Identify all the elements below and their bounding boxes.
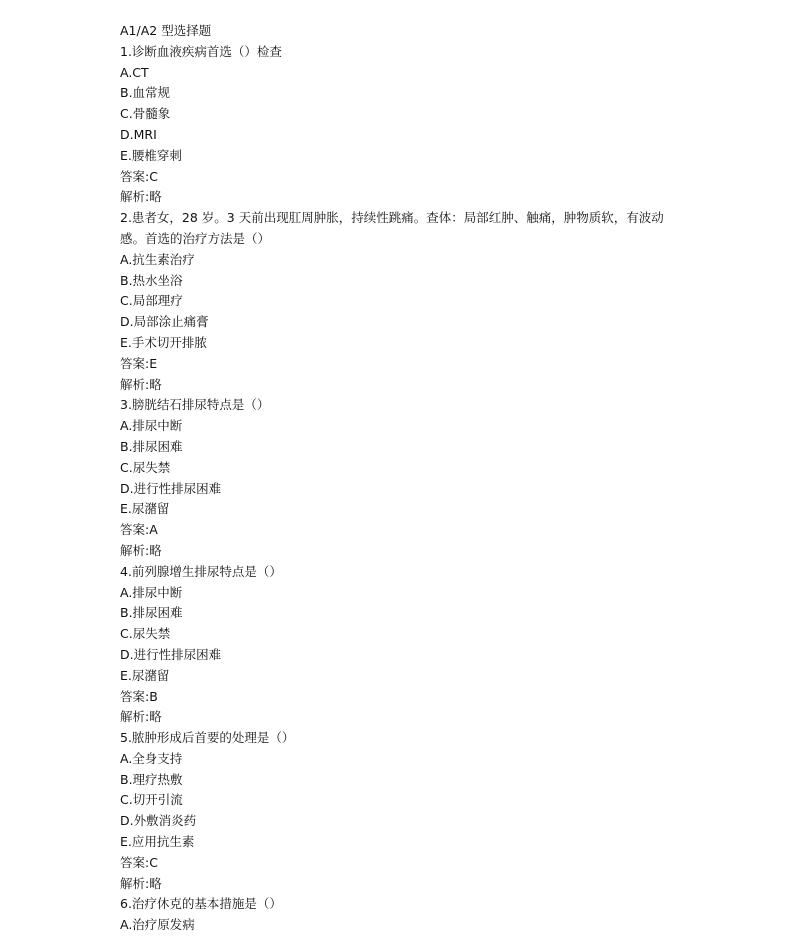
option-b: B.血常规 (120, 85, 171, 101)
question-stem: 1.诊断血液疾病首选（）检查 (120, 43, 282, 59)
option-c: C.骨髓象 (120, 106, 171, 122)
option-d: D.局部涂止痛膏 (120, 314, 209, 330)
option-e: E.应用抗生素 (120, 834, 195, 850)
question-6 (120, 894, 680, 936)
answer: 答案:C (120, 854, 158, 870)
option-d: D.进行性排尿困难 (120, 480, 222, 496)
answer: 答案:C (120, 168, 158, 184)
analysis: 解析:略 (120, 875, 162, 891)
question-stem: 3.膀胱结石排尿特点是（） (120, 397, 270, 413)
option-d: D.进行性排尿困难 (120, 646, 222, 662)
question-3 (120, 395, 680, 561)
option-a: A.全身支持 (120, 750, 183, 766)
question-1 (120, 42, 680, 208)
option-a: A.抗生素治疗 (120, 251, 195, 267)
option-e: E.腰椎穿刺 (120, 147, 182, 163)
question-stem: 2.患者女，28 岁。3 天前出现肛周肿胀，持续性跳痛。查体：局部红肿、触痛，肿物质软，有波动感。首选的治疗方法是（） (120, 210, 664, 246)
option-c: C.局部理疗 (120, 293, 183, 309)
option-c: C.切开引流 (120, 792, 183, 808)
analysis: 解析:略 (120, 542, 162, 558)
option-d: D.MRI (120, 126, 157, 142)
option-a: A.排尿中断 (120, 418, 183, 434)
document-body (120, 21, 680, 936)
question-2 (120, 208, 680, 395)
option-a: A.CT (120, 64, 149, 80)
option-e: E.手术切开排脓 (120, 334, 207, 350)
option-b: B.热水坐浴 (120, 272, 183, 288)
option-a: A.排尿中断 (120, 584, 183, 600)
option-b: B.排尿困难 (120, 438, 183, 454)
question-4 (120, 562, 680, 728)
question-5 (120, 728, 680, 894)
option-c: C.尿失禁 (120, 626, 171, 642)
analysis: 解析:略 (120, 376, 162, 392)
option-b: B.排尿困难 (120, 605, 183, 621)
analysis: 解析:略 (120, 189, 162, 205)
option-a: A.治疗原发病 (120, 917, 195, 933)
option-e: E.尿潴留 (120, 501, 170, 517)
option-c: C.尿失禁 (120, 459, 171, 475)
option-d: D.外敷消炎药 (120, 813, 197, 829)
option-e: E.尿潴留 (120, 667, 170, 683)
option-b: B.理疗热敷 (120, 771, 183, 787)
answer: 答案:B (120, 688, 158, 704)
question-stem: 5.脓肿形成后首要的处理是（） (120, 730, 295, 746)
question-stem: 6.治疗休克的基本措施是（） (120, 896, 282, 912)
answer: 答案:E (120, 355, 158, 371)
answer: 答案:A (120, 522, 158, 538)
question-stem: 4.前列腺增生排尿特点是（） (120, 563, 282, 579)
analysis: 解析:略 (120, 709, 162, 725)
section-title: A1/A2 型选择题 (120, 23, 212, 38)
